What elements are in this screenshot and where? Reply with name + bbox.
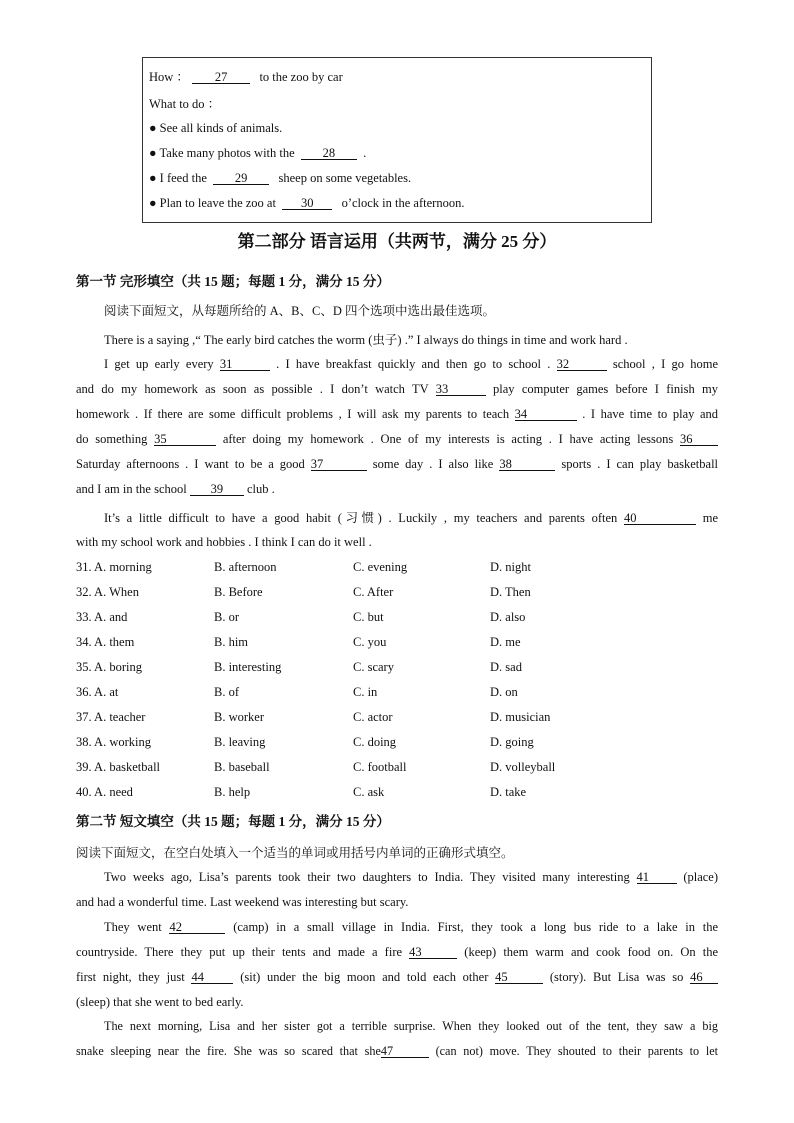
blank-42[interactable]: 42 <box>169 921 225 934</box>
option-c[interactable]: C. you <box>353 635 387 649</box>
text: (keep) them warm and cook food on. On the <box>464 945 719 959</box>
option-d[interactable]: D. Then <box>490 585 531 599</box>
text: school , I go home <box>612 357 719 371</box>
paragraph-line <box>104 870 718 885</box>
box-bullet <box>149 146 366 161</box>
paragraph-line <box>76 432 718 447</box>
option-a[interactable]: 33. A. and <box>76 610 128 624</box>
text: ● Plan to leave the zoo at <box>149 196 276 210</box>
blank-38[interactable]: 38 <box>499 458 555 471</box>
text: (sit) under the big moon and told each other <box>240 970 489 984</box>
text: sports . I can play basketball <box>561 457 719 471</box>
option-d[interactable]: D. me <box>490 635 521 649</box>
box-line-how <box>149 67 343 85</box>
option-c[interactable]: C. After <box>353 585 394 599</box>
option-c[interactable]: C. scary <box>353 660 394 674</box>
text: club . <box>247 482 275 496</box>
option-b[interactable]: B. or <box>214 610 239 624</box>
text: ● Take many photos with the <box>149 146 295 160</box>
paragraph-line <box>76 457 718 472</box>
text: after doing my homework . One of my interests is acting . I have acting lessons <box>222 432 674 446</box>
blank-41[interactable]: 41 <box>637 871 677 884</box>
option-d[interactable]: D. sad <box>490 660 522 674</box>
paragraph-line: (sleep) that she went to bed early. <box>76 995 244 1009</box>
option-d[interactable]: D. take <box>490 785 527 799</box>
info-box <box>142 57 652 223</box>
blank-28[interactable]: 28 <box>301 147 357 160</box>
blank-43[interactable]: 43 <box>409 946 457 959</box>
option-b[interactable]: B. afternoon <box>214 560 277 574</box>
box-line-what: What to do ： <box>149 97 221 111</box>
text: snake sleeping near the fire. She was so scared that she <box>76 1044 381 1058</box>
text: play computer games before I finish my <box>493 382 718 396</box>
paragraph-line <box>76 482 718 497</box>
option-c[interactable]: C. actor <box>353 710 393 724</box>
option-b[interactable]: B. Before <box>214 585 263 599</box>
paragraph-line <box>104 920 718 935</box>
paragraph-line <box>76 407 718 422</box>
text: countryside. There they put up their tents and made a fire <box>76 945 403 959</box>
text: (camp) in a small village in India. First, they took a long bus ride to a lake in the <box>233 920 719 934</box>
option-c[interactable]: C. doing <box>353 735 397 749</box>
section2-instruction: 阅读下面短文，在空白处填入一个适当的单词或用括号内单词的正确形式填空。 <box>76 846 514 860</box>
text: to the zoo by car <box>259 70 343 84</box>
option-d[interactable]: D. on <box>490 685 518 699</box>
text: sheep on some vegetables. <box>278 171 412 185</box>
option-a[interactable]: 36. A. at <box>76 685 119 699</box>
option-b[interactable]: B. interesting <box>214 660 282 674</box>
option-a[interactable]: 39. A. basketball <box>76 760 161 774</box>
text: . I have breakfast quickly and then go to school . <box>276 357 551 371</box>
option-d[interactable]: D. night <box>490 560 531 574</box>
blank-36[interactable]: 36 <box>680 433 718 446</box>
text: ● I feed the <box>149 171 207 185</box>
option-b[interactable]: B. baseball <box>214 760 270 774</box>
option-b[interactable]: B. worker <box>214 710 264 724</box>
paragraph-line <box>76 945 718 960</box>
option-d[interactable]: D. volleyball <box>490 760 556 774</box>
option-c[interactable]: C. evening <box>353 560 408 574</box>
option-d[interactable]: D. musician <box>490 710 551 724</box>
option-a[interactable]: 37. A. teacher <box>76 710 146 724</box>
section1-heading: 第一节 完形填空（共 15 题；每题 1 分，满分 15 分） <box>76 274 390 289</box>
text: (can not) move. They shouted to their parents to let <box>435 1044 719 1058</box>
option-a[interactable]: 34. A. them <box>76 635 135 649</box>
paragraph-line <box>76 970 718 985</box>
text: . I have time to play and <box>582 407 718 421</box>
text: o’clock in the afternoon. <box>341 196 465 210</box>
blank-32[interactable]: 32 <box>557 358 607 371</box>
paragraph-line <box>76 382 718 397</box>
blank-33[interactable]: 33 <box>436 383 486 396</box>
paragraph-line <box>104 508 718 526</box>
paragraph-line <box>104 357 718 372</box>
text: Saturday afternoons . I want to be a good <box>76 457 305 471</box>
text: and I am in the school <box>76 482 187 496</box>
paragraph-line: and had a wonderful time. Last weekend was interesting but scary. <box>76 895 409 909</box>
option-b[interactable]: B. leaving <box>214 735 266 749</box>
text: some day . I also like <box>372 457 494 471</box>
text: How ： <box>149 70 189 84</box>
blank-40[interactable]: 40 <box>624 512 696 525</box>
blank-47[interactable]: 47 <box>381 1045 429 1058</box>
blank-30[interactable]: 30 <box>282 197 332 210</box>
blank-44[interactable]: 44 <box>191 971 233 984</box>
text: (place) <box>683 870 719 884</box>
blank-39[interactable]: 39 <box>190 483 244 496</box>
text: (story). But Lisa was so <box>549 970 684 984</box>
option-c[interactable]: C. ask <box>353 785 385 799</box>
option-c[interactable]: C. in <box>353 685 378 699</box>
paragraph-line <box>76 1044 718 1059</box>
option-a[interactable]: 38. A. working <box>76 735 151 749</box>
text: homework . If there are some difficult problems , I will ask my parents to teach <box>76 407 510 421</box>
blank-27[interactable]: 27 <box>192 71 250 84</box>
box-bullet <box>149 196 464 211</box>
option-c[interactable]: C. football <box>353 760 407 774</box>
text: They went <box>104 920 162 934</box>
text: me <box>702 511 719 525</box>
text: Two weeks ago, Lisa’s parents took their two daughters to India. They visited many interesting <box>104 870 630 884</box>
option-b[interactable]: B. him <box>214 635 249 649</box>
option-a[interactable]: 32. A. When <box>76 585 139 599</box>
text: . <box>363 146 367 160</box>
text: do something <box>76 432 148 446</box>
blank-37[interactable]: 37 <box>311 458 367 471</box>
option-a[interactable]: 35. A. boring <box>76 660 142 674</box>
blank-29[interactable]: 29 <box>213 172 269 185</box>
blank-34[interactable]: 34 <box>515 408 577 421</box>
part-title: 第二部分 语言运用（共两节，满分 25 分） <box>237 232 557 251</box>
box-bullet <box>149 171 411 186</box>
option-d[interactable]: D. going <box>490 735 534 749</box>
option-b[interactable]: B. help <box>214 785 251 799</box>
text: and do my homework as soon as possible . I don’t watch TV <box>76 382 429 396</box>
option-a[interactable]: 31. A. morning <box>76 560 152 574</box>
section1-instruction: 阅读下面短文，从每题所给的 A、B、C、D 四个选项中选出最佳选项。 <box>104 304 495 318</box>
paragraph-line: There is a saying ,“ The early bird catches the worm (虫子) .” I always do things in time and work hard . <box>104 333 628 347</box>
option-a[interactable]: 40. A. need <box>76 785 133 799</box>
blank-46[interactable]: 46 <box>690 971 718 984</box>
text: first night, they just <box>76 970 185 984</box>
text: It’s a little difficult to have a good habit (习惯) . Luckily , my teachers and parents often <box>104 511 618 525</box>
section2-heading: 第二节 短文填空（共 15 题；每题 1 分，满分 15 分） <box>76 814 390 829</box>
option-c[interactable]: C. but <box>353 610 384 624</box>
paragraph-line: with my school work and hobbies . I think I can do it well . <box>76 535 372 549</box>
option-b[interactable]: B. of <box>214 685 239 699</box>
option-d[interactable]: D. also <box>490 610 526 624</box>
blank-45[interactable]: 45 <box>495 971 543 984</box>
box-bullet: ● See all kinds of animals. <box>149 121 283 135</box>
paragraph-line: The next morning, Lisa and her sister got a terrible surprise. When they looked out of the tent, they saw a big <box>104 1019 718 1033</box>
blank-31[interactable]: 31 <box>220 358 270 371</box>
blank-35[interactable]: 35 <box>154 433 216 446</box>
text: I get up early every <box>104 357 214 371</box>
